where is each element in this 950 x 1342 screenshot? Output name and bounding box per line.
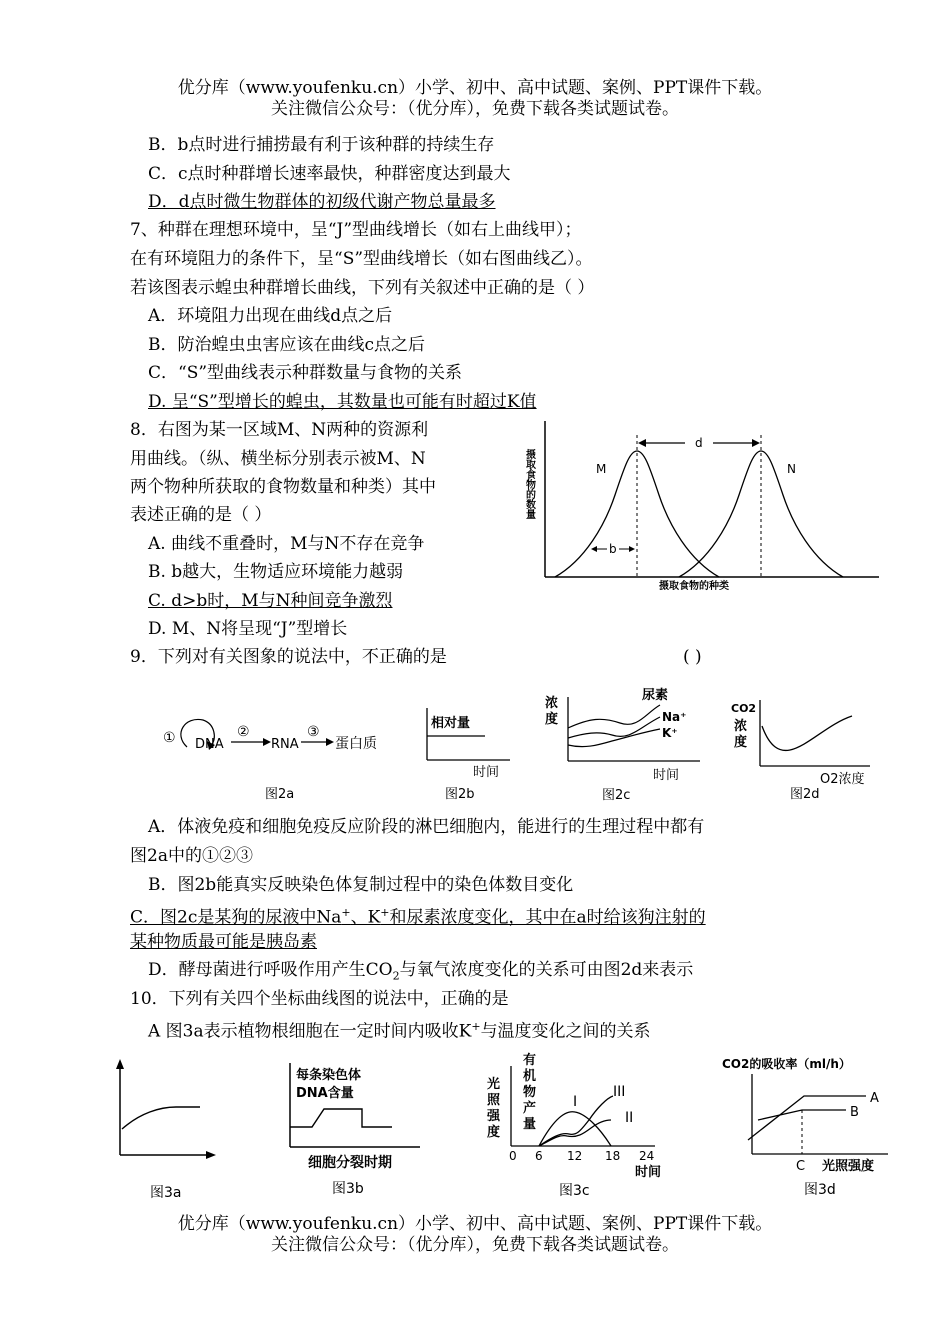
q10-option-a-text-b: 与温度变化之间的关系 <box>480 1021 651 1042</box>
q8-d-arrowhead-right <box>752 439 760 447</box>
fig2d-caption: 图2d <box>790 787 820 802</box>
q8-label-b: b <box>609 542 617 556</box>
q8-option-a: A. 曲线不重叠时，M与N不存在竞争 <box>148 534 425 554</box>
q6-option-c: C．c点时种群增长速率最快，种群密度达到最大 <box>148 164 511 184</box>
fig3d-label-c: C <box>796 1159 806 1174</box>
q9-option-b: B．图2b能真实反映染色体复制过程中的染色体数目变化 <box>148 875 574 895</box>
fig2a-arrowhead-3 <box>326 738 334 746</box>
fig3b-ylabel-2: DNA含量 <box>296 1086 354 1101</box>
fig2c-xlabel: 时间 <box>653 768 680 783</box>
fig3b-xlabel: 细胞分裂时期 <box>308 1155 392 1171</box>
fig3d-label-a: A <box>870 1091 879 1106</box>
q9-option-c-text-c: 和尿素浓度变化，其中在a时给该狗注射的 <box>389 907 706 928</box>
fig3c-yleft-0: 光 <box>487 1077 501 1092</box>
q9-option-a-line-1: A．体液免疫和细胞免疫反应阶段的淋巴细胞内，能进行的生理过程中都有 <box>148 817 705 837</box>
q9-stem: 9．下列对有关图象的说法中，不正确的是 <box>130 647 447 667</box>
fig3c-label-ii: II <box>625 1110 634 1126</box>
q7-option-d: D. 呈“S”型增长的蝗虫，其数量也可能有时超过K值 <box>148 392 537 412</box>
fig-3b <box>280 1055 440 1205</box>
q9-answer-paren: ( ) <box>683 647 702 667</box>
fig2a-arrowhead-2 <box>263 738 271 746</box>
fig3c-caption: 图3c <box>559 1183 590 1199</box>
q10-option-a-text-a: A 图3a表示植物根细胞在一定时间内吸收K <box>148 1021 472 1042</box>
q6-option-b: B．b点时进行捕捞最有利于该种群的持续生存 <box>148 135 495 155</box>
fig2b-ylabel: 相对量 <box>431 716 471 731</box>
q8-option-b: B. b越大，生物适应环境能力越弱 <box>148 562 404 582</box>
fig2c-ylabel-2: 度 <box>545 712 559 727</box>
q8-option-c: C. d>b时，M与N种间竞争激烈 <box>148 591 393 611</box>
q7-option-b: B．防治蝗虫虫害应该在曲线c点之后 <box>148 335 426 355</box>
fig3b-caption: 图3b <box>332 1181 364 1197</box>
q9-option-c-text-b: 、K <box>350 907 381 928</box>
q8-option-d: D. M、N将呈现“J”型增长 <box>148 619 348 639</box>
fig2a-protein: 蛋白质 <box>335 736 377 752</box>
header-line-2: 关注微信公众号：（优分库），免费下载各类试题试卷。 <box>271 99 679 119</box>
fig3c-yleft-2: 强 <box>487 1109 501 1124</box>
fig3d-ylabel: CO2的吸收率（ml/h） <box>722 1057 851 1071</box>
fig-2b <box>415 700 525 805</box>
fig2c-urea-label: 尿素 <box>642 688 669 703</box>
q9-option-d-sub: 2 <box>392 969 400 983</box>
q8-d-arrowhead-left <box>638 439 646 447</box>
q8-b-arrowhead-left <box>591 546 597 552</box>
q9-option-c-line-1 <box>130 901 706 930</box>
q10-option-a-sup: + <box>471 1020 481 1033</box>
q7-stem-2: 在有环境阻力的条件下，呈“S”型曲线增长（如右图曲线乙）。 <box>130 249 593 269</box>
fig3c-xlabel: 时间 <box>635 1165 662 1180</box>
fig2a-rna: RNA <box>271 737 299 752</box>
fig2d-ylabel-1: CO2 <box>731 702 757 715</box>
q7-stem-3: 若该图表示蝗虫种群增长曲线，下列有关叙述中正确的是（ ） <box>130 278 595 298</box>
q8-label-n: N <box>787 462 796 476</box>
fig2a-label-1: ① <box>163 730 176 746</box>
fig3c-tick-24: 24 <box>639 1149 655 1163</box>
q8-xlabel: 摄取食物的种类 <box>659 581 729 592</box>
fig2c-na-curve <box>568 717 660 738</box>
fig3a-curve <box>122 1107 200 1129</box>
fig-2a <box>155 690 400 805</box>
fig2d-co2-curve <box>762 716 852 750</box>
footer-line-1: 优分库（www.youfenku.cn）小学、初中、高中试题、案例、PPT课件下载。 <box>177 1214 773 1234</box>
q8-stem-4: 表述正确的是（ ） <box>130 505 272 525</box>
q8-ylabel: 摄取食物的数量 <box>523 449 535 519</box>
fig3c-tick-12: 12 <box>567 1149 583 1163</box>
header-line-1: 优分库（www.youfenku.cn）小学、初中、高中试题、案例、PPT课件下载。 <box>177 78 773 98</box>
fig2c-k-label: K⁺ <box>662 726 678 740</box>
fig3d-caption: 图3d <box>804 1182 836 1198</box>
q10-stem: 10．下列有关四个坐标曲线图的说法中，正确的是 <box>130 989 509 1009</box>
fig3c-yleft-1: 照 <box>487 1093 501 1108</box>
fig2b-xlabel: 时间 <box>473 765 500 780</box>
q8-stem-2: 用曲线。（纵、横坐标分别表示被M、N <box>130 449 426 469</box>
fig3c-yright-2: 物 <box>523 1085 537 1100</box>
fig3c-yright-4: 量 <box>523 1117 537 1132</box>
fig3c-yright-0: 有 <box>523 1053 537 1068</box>
q9-option-c-text-a: C．图2c是某狗的尿液中Na <box>130 907 342 928</box>
fig2c-caption: 图2c <box>602 788 631 803</box>
fig3c-yright-1: 机 <box>523 1069 537 1084</box>
fig3c-yright-3: 产 <box>523 1101 537 1116</box>
fig2b-caption: 图2b <box>445 787 475 802</box>
fig3a-y-arrowhead <box>116 1059 124 1069</box>
q9-option-c-sup-2: + <box>380 906 390 919</box>
fig-3a <box>110 1055 220 1205</box>
footer-line-2: 关注微信公众号：（优分库），免费下载各类试题试卷。 <box>271 1235 679 1255</box>
fig2a-label-3: ③ <box>307 724 320 740</box>
q9-option-d <box>148 958 693 988</box>
q9-option-c-line-2: 某种物质最可能是胰岛素 <box>130 932 317 952</box>
fig3c-yleft-3: 度 <box>487 1125 501 1140</box>
fig2c-na-label: Na⁺ <box>662 710 687 724</box>
fig2d-ylabel-3: 度 <box>734 735 748 750</box>
fig3a-x-arrowhead <box>206 1151 216 1159</box>
fig2d-xlabel: O2浓度 <box>820 772 865 787</box>
q8-stem-1: 8．右图为某一区域M、N两种的资源利 <box>130 420 429 440</box>
fig-2d <box>728 690 878 805</box>
fig3c-label-i: I <box>573 1094 578 1110</box>
fig3c-tick-6: 6 <box>535 1149 543 1163</box>
fig-2c <box>540 683 715 805</box>
fig3c-tick-0: 0 <box>509 1149 517 1163</box>
fig3d-xlabel: 光照强度 <box>822 1159 875 1174</box>
q9-option-d-text-b: 与氧气浓度变化的关系可由图2d来表示 <box>399 960 694 980</box>
fig2c-k-curve <box>568 729 660 747</box>
fig3a-caption: 图3a <box>150 1185 182 1201</box>
fig2c-ylabel-1: 浓 <box>545 696 559 711</box>
fig3c-curve-ii <box>539 1120 611 1146</box>
fig2d-ylabel-2: 浓 <box>734 719 748 734</box>
q8-label-d: d <box>695 436 703 450</box>
q6-option-d: D．d点时微生物群体的初级代谢产物总量最多 <box>148 192 496 212</box>
fig3b-dna-line <box>290 1109 392 1127</box>
q8-stem-3: 两个物种所获取的食物数量和种类）其中 <box>130 477 436 497</box>
q7-option-a: A．环境阻力出现在曲线d点之后 <box>148 306 393 326</box>
q7-option-c: C．“S”型曲线表示种群数量与食物的关系 <box>148 363 463 383</box>
q8-label-m: M <box>596 462 607 476</box>
q9-option-c-sup-1: + <box>341 906 351 919</box>
q8-resource-curve-figure <box>515 415 885 595</box>
fig3b-ylabel-1: 每条染色体 <box>296 1068 362 1083</box>
fig-3c <box>485 1050 685 1205</box>
q10-option-a <box>148 1015 651 1044</box>
fig2a-caption: 图2a <box>265 787 295 802</box>
fig-3d <box>718 1050 890 1205</box>
q8-b-arrowhead-right <box>629 546 635 552</box>
fig3d-label-b: B <box>850 1105 859 1120</box>
q7-stem-1: 7、种群在理想环境中，呈“J”型曲线增长（如右上曲线甲）； <box>130 220 582 240</box>
fig2a-dna: DNA <box>195 737 224 752</box>
q9-option-a-line-2: 图2a中的①②③ <box>130 846 253 866</box>
fig3c-label-iii: III <box>613 1084 626 1100</box>
fig2a-label-2: ② <box>237 724 250 740</box>
fig3c-tick-18: 18 <box>605 1149 621 1163</box>
q9-option-d-text-a: D．酵母菌进行呼吸作用产生CO <box>148 960 393 980</box>
